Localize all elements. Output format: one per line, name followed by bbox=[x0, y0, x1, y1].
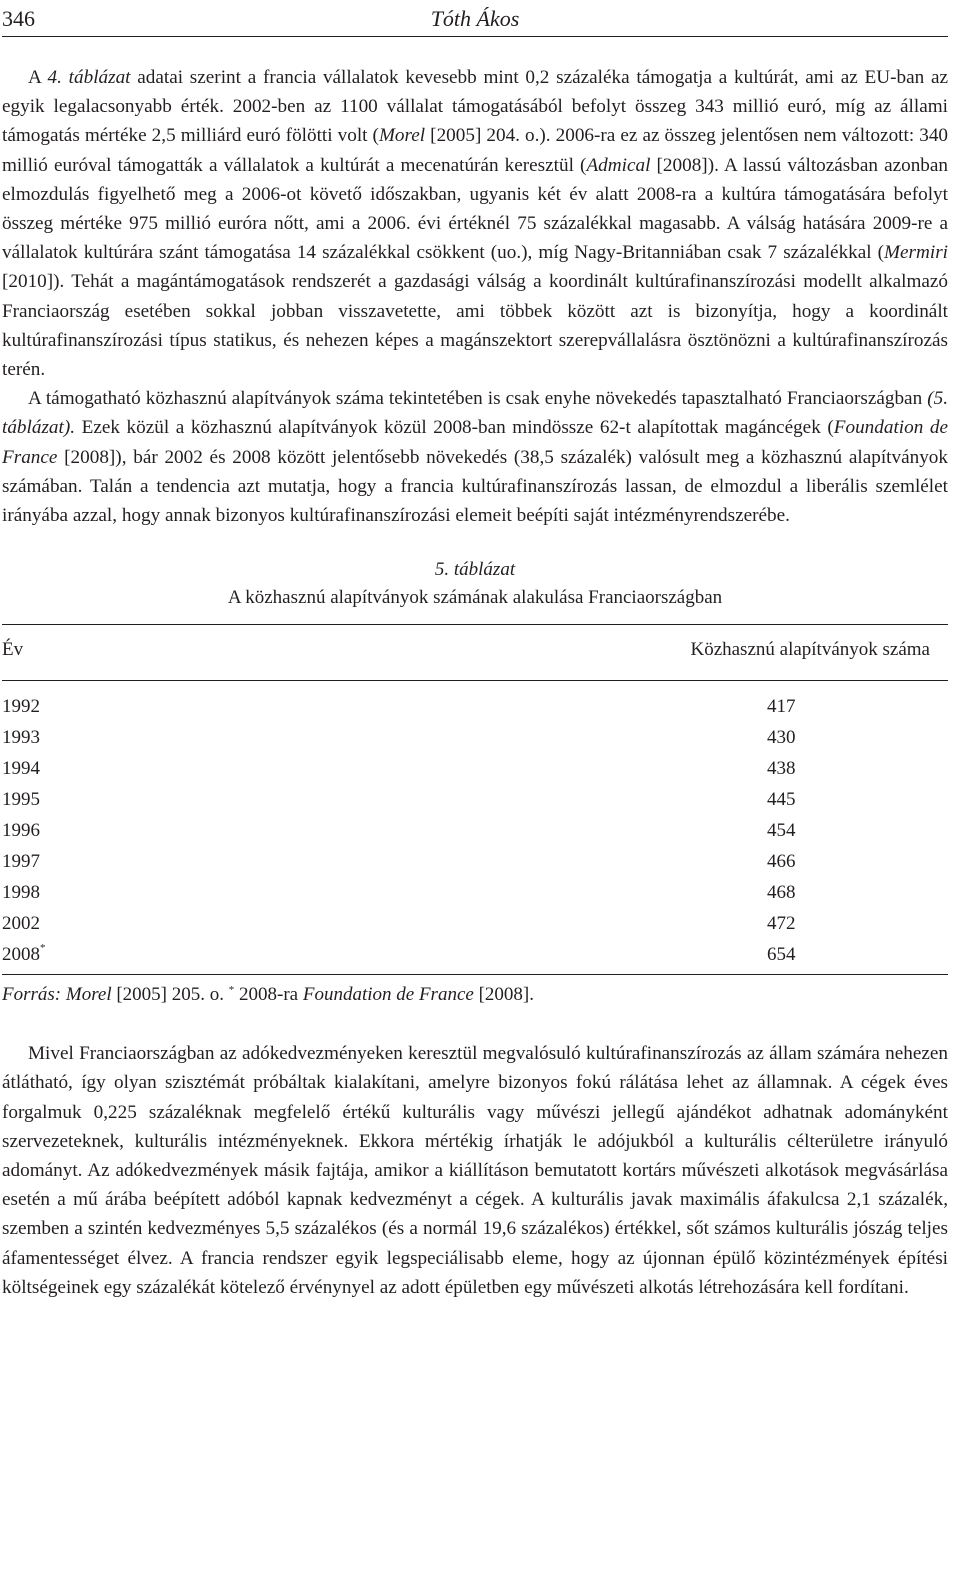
cell-year: 1994 bbox=[2, 758, 40, 780]
p1-s1-pre: A bbox=[28, 67, 48, 88]
running-header bbox=[2, 0, 948, 37]
table-row bbox=[2, 722, 948, 753]
cell-year: 1995 bbox=[2, 789, 40, 811]
source-cite: Foundation de France bbox=[302, 984, 474, 1006]
cell-count: 454 bbox=[767, 820, 796, 842]
cell-count: 417 bbox=[767, 696, 796, 718]
table-label: 5. táblázat bbox=[434, 559, 516, 581]
table-body bbox=[2, 681, 948, 974]
cell-year: 1992 bbox=[2, 696, 40, 718]
source-ref: [2005] 205. o. bbox=[111, 984, 229, 1006]
p1-s1-post: adatai szerint a francia vállalatok kevesebb mint 0,2 százaléka támogatja a kultúrát, ami az EU-ban az egyik legalacsonyabb érték. 2002-ben az 1100 vállalat támogatásából befolyt összeg 343 millió euró, míg az állami támogatás mértéke 2,5 milliárd euró fölötti volt ( bbox=[2, 67, 948, 147]
cell-count: 445 bbox=[767, 789, 796, 811]
table-5 bbox=[2, 556, 948, 1009]
cell-year-value: 2008 bbox=[2, 944, 40, 966]
paragraph-1 bbox=[2, 63, 948, 384]
table-source-note bbox=[2, 981, 948, 1009]
cell-count: 430 bbox=[767, 727, 796, 749]
table-row bbox=[2, 877, 948, 908]
column-header-year: Év bbox=[2, 639, 24, 661]
p2-s3: [2008]), bár 2002 és 2008 között jelentősebb növekedés (38,5 százalék) valósult meg a közhasznú alapítványok számában. Talán a tendencia azt mutatja, hogy a francia kultúrafinanszírozás lassan, de elmozdul a liberális szemlélet irányába azzal, hogy annak bizonyos kultúrafinanszírozási elemeit beépíti saját intézményrendszerébe. bbox=[2, 446, 948, 527]
cell-year: 1997 bbox=[2, 851, 40, 873]
table-row bbox=[2, 815, 948, 846]
p1-s4: [2010]). Tehát a magántámogatások rendszerét a gazdasági válság a koordinált kultúrafinanszírozási modellt alkalmazó Franciaország esetében sokkal jobban visszavetette, ami többek között azt is bizonyítja, hogy a koordinált kultúrafinanszírozási típus statikus, és nehezen képes a magánszektort szerepvállalásra ösztönözni a kultúrafinanszírozás terén. bbox=[2, 271, 948, 381]
cell-count: 468 bbox=[767, 882, 796, 904]
source-label: Forrás: Morel bbox=[2, 984, 112, 1006]
cell-year: 1993 bbox=[2, 727, 40, 749]
cell-year bbox=[2, 939, 46, 970]
column-header-count: Közhasznú alapítványok száma bbox=[690, 639, 930, 661]
p2-s1: A támogatható közhasznú alapítványok száma tekintetében is csak enyhe növekedés tapasztalható Franciaországban bbox=[28, 388, 928, 410]
data-table bbox=[2, 624, 948, 975]
table-row bbox=[2, 846, 948, 877]
cell-count: 654 bbox=[767, 944, 796, 966]
p2-cite-foundation: Foundation de France bbox=[2, 417, 948, 468]
p1-cite-mermiri: Mermiri bbox=[884, 242, 948, 264]
p1-cite-morel: Morel bbox=[378, 125, 426, 147]
cell-count: 472 bbox=[767, 913, 796, 935]
p2-s2: Ezek közül a közhasznú alapítványok közül 2008-ban mindössze 62-t alapítottak magáncégek ( bbox=[75, 417, 834, 439]
p1-table-ref: 4. táblázat bbox=[47, 67, 131, 88]
cell-year: 2002 bbox=[2, 913, 40, 935]
paragraph-2 bbox=[2, 384, 948, 530]
page-number: 346 bbox=[2, 6, 35, 31]
paragraph-3: Mivel Franciaországban az adókedvezményeken keresztül megvalósuló kultúrafinanszírozás az állam számára nehezen átlátható, így olyan szisztémát próbáltak kialakítani, amelyre bizonyos fokú rálátása lehet az államnak. A cégek éves forgalmuk 0,225 százaléknak megfelelő értékű kulturális vagy művészi jellegű ajándékot adhatnak adományként szervezeteknek, kulturális intézményeknek. Ekkora mértékig írhatják le adójukból a kulturális célterületre irányuló adományt. Az adókedvezmények másik fajtája, amikor a kiállításon bemutatott kortárs művészeti alkotások megvásárlása esetén a mű árába beépített adóból kapnak kedvezményt a cégek. A kulturális javak maximális áfakulcsa 2,1 százalék, szemben a szintén kedvezményes 5,5 százalékos (és a normál 19,6 százalékos) értékkel, sőt számos kulturális jószág teljes áfamentességet élvez. A francia rendszer egyik legspeciálisabb eleme, hogy az újonnan épülő közintézmények építési költségeinek egy százalékát kötelező érvénynyel az adott épületben egy művészeti alkotás létrehozására kell fordítani. bbox=[2, 1043, 948, 1298]
p1-cite-admical: Admical bbox=[586, 154, 651, 176]
p1-s2: [2005] 204. o.). 2006-ra ez az összeg jelentősen nem változott: 340 millió euróval támogatták a vállalatok a kultúrát a mecenatúrán keresztül ( bbox=[2, 125, 949, 176]
table-header-row bbox=[2, 625, 948, 681]
page bbox=[2, 0, 948, 1302]
source-footnote-marker: * bbox=[228, 984, 235, 997]
table-row bbox=[2, 908, 948, 939]
source-tail: [2008]. bbox=[473, 984, 534, 1006]
p2-table-ref: (5. táblázat). bbox=[2, 388, 948, 439]
footnote-marker: * bbox=[40, 942, 46, 955]
cell-year: 1996 bbox=[2, 820, 40, 842]
source-note-text: 2008-ra bbox=[234, 984, 303, 1006]
running-title-author: Tóth Ákos bbox=[430, 6, 520, 31]
cell-count: 438 bbox=[767, 758, 796, 780]
cell-count: 466 bbox=[767, 851, 796, 873]
p1-s3: [2008]). A lassú változásban azonban elmozdulás figyelhető meg a 2006-ot követő időszakban, ugyanis két év alatt 2008-ra a kultúra támogatására befolyt összeg mértéke 975 millió euróra nőtt, ami a 2006. évi értéknél 75 százalékkal magasabb. A válság hatására 2009-re a vállalatok kultúrára szánt támogatása 14 százalékkal csökkent (uo.), míg Nagy-Britanniában csak 7 százalékkal ( bbox=[2, 154, 948, 264]
table-row bbox=[2, 753, 948, 784]
table-title: A közhasznú alapítványok számának alakulása Franciaországban bbox=[227, 587, 723, 609]
table-row bbox=[2, 691, 948, 722]
table-row bbox=[2, 939, 948, 970]
table-row bbox=[2, 784, 948, 815]
cell-year: 1998 bbox=[2, 882, 40, 904]
